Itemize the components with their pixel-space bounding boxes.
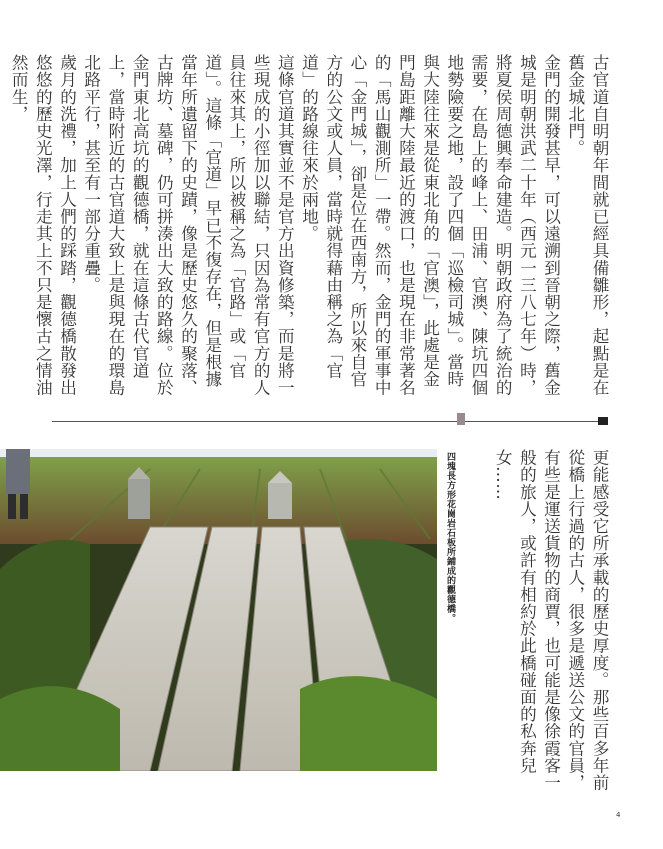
divider-end-marker — [598, 417, 608, 425]
article-body — [9, 54, 611, 400]
page-number: 4 — [616, 811, 621, 819]
article-paragraph-1: 古官道自明朝年間就已經具備雛形，起點是在舊金城北門。 — [565, 54, 609, 396]
continuation-paragraph: 更能感受它所承載的歷史厚度。那些百多年前從橋上行過的古人，很多是遞送公文的官員，有些是運送貨物的商賈，也可能是像徐霞客一般的旅人，或許有相約於此橋碰面的私奔兒女…… — [493, 449, 609, 791]
article-paragraph-2: 金門的開發甚早，可以遠溯到晉朝之際，舊金城是明朝洪武二十年（西元一三八七年）時，將夏侯周德興奉命建造。明朝政府為了統治的需要，在島上的峰上、田浦、官澳、陳坑四個地勢險要之地，設了四個「巡檢司城」。當時與大陸往來是從東北角的「官澳」，此處是金門島距離大陸最近的渡口，也是現在非常著名的「馬山觀測所」一帶。然而，金門的軍事中心「金門城」，卻是位在西南方，所以來自官方的公文或人員，當時就得藉由稱之為「官道」的路線往來於兩地。 — [299, 54, 561, 396]
article-paragraph-4: 歲月的洗禮，加上人們的踩踏，觀德橋散發出悠悠的歷史光澤，行走其上不只是懷古之情油然而生， — [9, 54, 77, 396]
section-divider — [52, 421, 608, 422]
photo-caption: 四塊長方形花崗岩石板所鋪成的觀德橋。 — [445, 452, 455, 623]
divider-marker — [457, 413, 465, 425]
article-paragraph-3: 這條官道其實並不是官方出資修築，而是將一些現成的小徑加以聯結，只因為常有官方的人員往來其上，所以被稱之為「官路」或「官道」。這條「官道」早已不復存在，但是根據當年所遺留下的史蹟，像是歷史悠久的聚落、古牌坊、墓碑，仍可拼湊出大致的路線。位於金門東北高坑的觀德橋，就在這條古代官道上，當時附近的古官道大致上是與現在的環島北路平行，甚至有一部分重疊。 — [81, 54, 295, 396]
bridge-photo — [0, 449, 437, 771]
article-continuation — [481, 449, 611, 794]
